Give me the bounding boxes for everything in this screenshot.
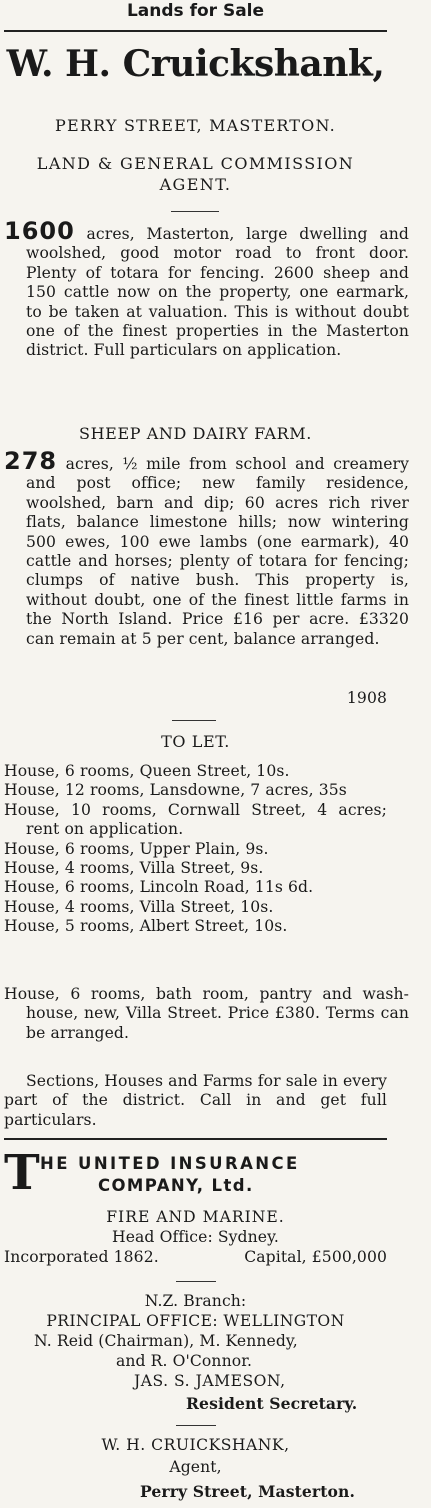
drop-cap: T bbox=[4, 1145, 40, 1201]
listing-2-heading: SHEEP AND DAIRY FARM. bbox=[79, 424, 312, 443]
to-let-item: House, 6 rooms, Lincoln Road, 11s 6d. bbox=[4, 878, 314, 897]
insurance-type: FIRE AND MARINE. bbox=[106, 1208, 285, 1226]
listing-2-lead: 278 bbox=[4, 447, 58, 475]
top-rule bbox=[4, 30, 387, 32]
to-let-item: House, 10 rooms, Cornwall Street, 4 acres; rent on application. bbox=[4, 800, 387, 839]
principal-office: PRINCIPAL OFFICE: WELLINGTON bbox=[46, 1312, 345, 1330]
section-heading: Lands for Sale bbox=[126, 1, 265, 21]
nz-branch: N.Z. Branch: bbox=[144, 1292, 247, 1310]
directors-line-1: N. Reid (Chairman), M. Kennedy, bbox=[34, 1332, 298, 1350]
address-line: PERRY STREET, MASTERTON. bbox=[55, 116, 336, 135]
to-let-item: House, 5 rooms, Albert Street, 10s. bbox=[4, 917, 288, 936]
listing-2 bbox=[4, 447, 409, 649]
divider bbox=[172, 720, 216, 721]
to-let-list bbox=[4, 762, 387, 937]
to-let-item: House, 4 rooms, Villa Street, 9s. bbox=[4, 859, 264, 878]
agent-title: Agent, bbox=[169, 1458, 222, 1476]
sections-note: Sections, Houses and Farms for sale in every part of the district. Call in and get full particulars. bbox=[4, 1072, 387, 1129]
listing-2-body: acres, ½ mile from school and creamery and post office; new family residence, woolshed, barn and dip; 60 acres rich river flats, balance limestone hills; now wintering 500 ewes, 100 ewe lambs (one earmark), 40 cattle and horses; plenty of totara for fencing; clumps of native bush. This property is, without doubt, one of the finest little farms in the North Island. Price £16 per acre. £3320 can remain at 5 per cent, balance arranged. bbox=[26, 455, 409, 648]
incorporated: Incorporated 1862. bbox=[4, 1248, 159, 1266]
divider bbox=[176, 1425, 216, 1426]
listing-2-ref: 1908 bbox=[346, 689, 387, 707]
listing-1 bbox=[4, 217, 409, 361]
head-office: Head Office: Sydney. bbox=[112, 1228, 279, 1246]
secretary-name: JAS. S. JAMESON, bbox=[134, 1372, 286, 1390]
divider bbox=[176, 1281, 216, 1282]
listing-1-body: acres, Masterton, large dwelling and woolshed, good motor road to front door. Plenty of totara for fencing. 2600 sheep and 150 cattle now on the property, one earmark, to be taken at valuation. This is without doubt one of the finest properties in the Masterton district. Full particulars on application. bbox=[26, 225, 409, 360]
agent-address: Perry Street, Masterton. bbox=[140, 1482, 355, 1501]
profession-line-1: LAND & GENERAL COMMISSION bbox=[36, 154, 355, 173]
to-let-heading: TO LET. bbox=[161, 732, 230, 751]
insurance-name-line-1: HE UNITED INSURANCE bbox=[40, 1154, 300, 1173]
agent-name: W. H. CRUICKSHANK, bbox=[101, 1436, 290, 1454]
secretary-title: Resident Secretary. bbox=[186, 1394, 358, 1413]
incorporated-row bbox=[4, 1248, 387, 1267]
to-let-item: House, 4 rooms, Villa Street, 10s. bbox=[4, 897, 274, 916]
divider bbox=[171, 211, 219, 212]
for-sale-house: House, 6 rooms, bath room, pantry and wash-house, new, Villa Street. Price £380. Terms can be arranged. bbox=[4, 985, 409, 1042]
insurance-header bbox=[4, 1145, 387, 1208]
capital: Capital, £500,000 bbox=[244, 1248, 387, 1266]
listing-1-lead: 1600 bbox=[4, 217, 75, 245]
firm-name: W. H. Cruickshank, bbox=[6, 43, 385, 85]
profession-line-2: AGENT. bbox=[159, 175, 232, 194]
to-let-item: House, 6 rooms, Upper Plain, 9s. bbox=[4, 839, 269, 858]
to-let-item: House, 6 rooms, Queen Street, 10s. bbox=[4, 762, 290, 780]
bottom-rule bbox=[4, 1138, 387, 1140]
directors-line-2: and R. O'Connor. bbox=[116, 1352, 253, 1370]
to-let-item: House, 12 rooms, Lansdowne, 7 acres, 35s bbox=[4, 781, 347, 800]
insurance-name-line-2: COMPANY, Ltd. bbox=[98, 1176, 254, 1195]
